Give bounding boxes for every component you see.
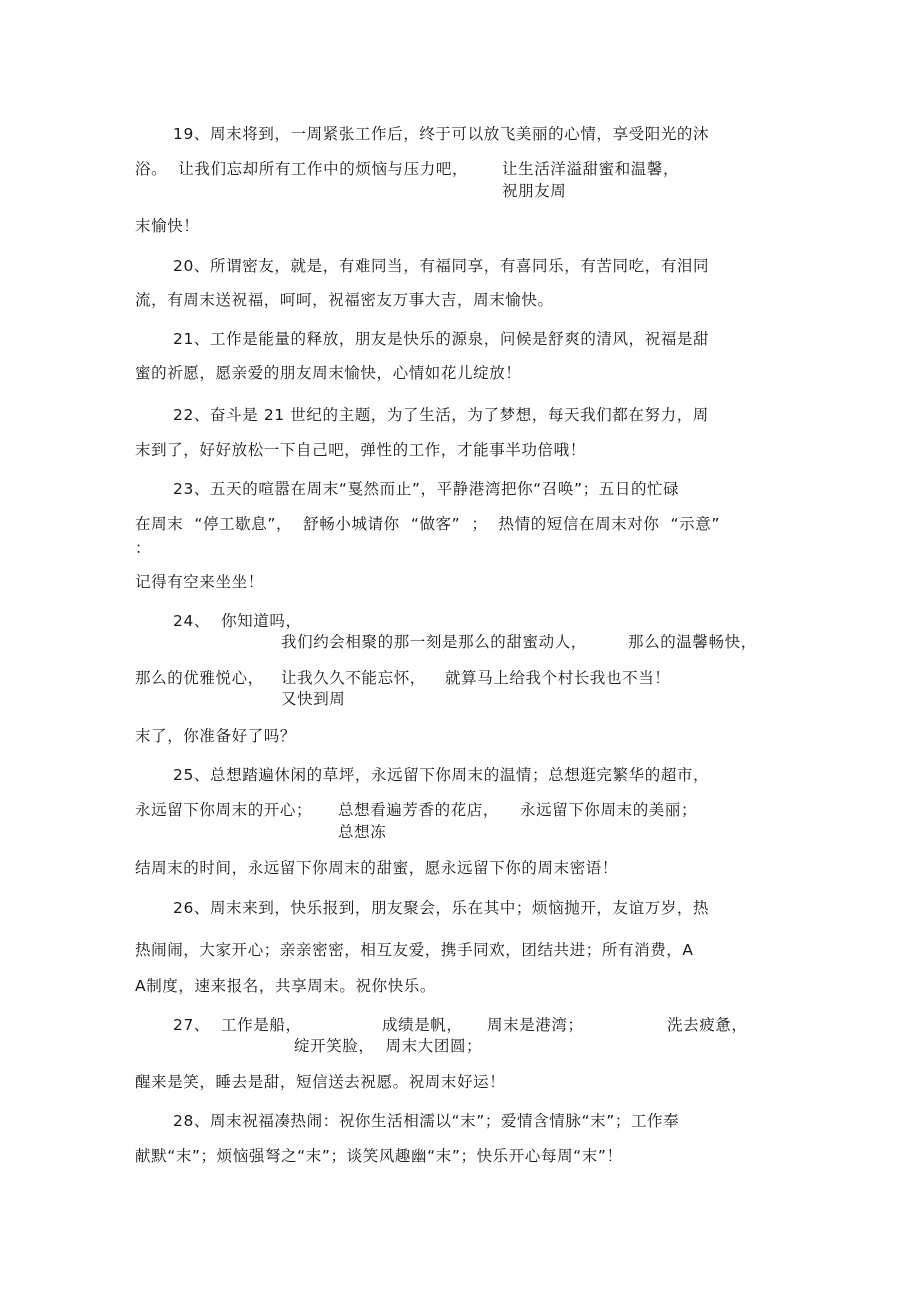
text-line: 26、周末来到，快乐报到，朋友聚会，乐在其中；烦恼抛开，友谊万岁，热 (173, 899, 710, 917)
text-line: 洗去疲惫， (667, 1016, 748, 1034)
text-line: 流，有周末送祝福，呵呵，祝福密友万事大吉，周末愉快。 (135, 291, 554, 309)
text-line: 末到了，好好放松一下自己吧，弹性的工作，才能事半功倍哦！ (135, 441, 586, 459)
text-line: 永远留下你周末的开心； (135, 801, 313, 819)
text-line: 27、 工作是船， (173, 1016, 302, 1034)
text-line: 成绩是帆， (382, 1016, 463, 1034)
text-line: 22、奋斗是 21 世纪的主题，为了生活，为了梦想，每天我们都在努力，周 (173, 406, 709, 424)
text-line: 醒来是笑，睡去是甜，短信送去祝愿。祝周末好运！ (135, 1073, 506, 1091)
text-line: 19、周末将到，一周紧张工作后，终于可以放飞美丽的心情，享受阳光的沐 (173, 125, 710, 143)
text-line: 末愉快！ (135, 217, 200, 235)
text-line: 蜜的祈愿，愿亲爱的朋友周末愉快，心情如花儿绽放！ (135, 364, 522, 382)
text-line: 21、工作是能量的释放，朋友是快乐的源泉，问候是舒爽的清风，祝福是甜 (173, 330, 710, 348)
text-line: 热闹闹，大家开心；亲亲密密，相互友爱，携手同欢，团结共进；所有消费，A (135, 941, 694, 959)
text-line: 在周末 “停工歇息”， 舒畅小城请你 “做客” ； 热情的短信在周末对你 “示意” (135, 515, 721, 533)
text-line: 总想看遍芳香的花店， (338, 801, 500, 819)
text-line: 周末是港湾； (487, 1016, 584, 1034)
text-line: 28、周末祝福凑热闹：祝你生活相濡以“末”；爱情含情脉“末”；工作奉 (173, 1112, 680, 1130)
text-line: 又快到周 (281, 690, 346, 708)
text-line: 祝朋友周 (502, 182, 567, 200)
text-line: A制度，速来报名，共享周末。祝你快乐。 (135, 977, 437, 995)
text-line: 结周末的时间，永远留下你周末的甜蜜，愿永远留下你的周末密语！ (135, 859, 619, 877)
text-line: 献默“末”；烦恼强弩之“末”；谈笑风趣幽“末”；快乐开心每周“末”！ (135, 1147, 623, 1165)
text-line: 20、所谓密友，就是，有难同当，有福同享，有喜同乐，有苦同吃，有泪同 (173, 257, 710, 275)
text-line: 24、 你知道吗， (173, 612, 302, 630)
text-line: 让我久久不能忘怀， (281, 669, 426, 687)
text-line: 让生活洋溢甜蜜和温馨， (502, 160, 680, 178)
text-line: 总想冻 (338, 823, 387, 841)
text-line: 浴。 让我们忘却所有工作中的烦恼与压力吧， (135, 160, 469, 178)
text-line: 记得有空来坐坐！ (135, 573, 264, 591)
text-line: 25、总想踏遍休闲的草坪，永远留下你周末的温情；总想逛完繁华的超市， (173, 766, 710, 784)
text-line: 末了，你准备好了吗？ (135, 727, 297, 745)
text-line: 我们约会相聚的那一刻是那么的甜蜜动人， (281, 633, 587, 651)
text-line: 那么的温馨畅快， (628, 633, 757, 651)
text-line: 绽开笑脸， 周末大团圆； (294, 1037, 483, 1055)
text-line: 23、五天的喧嚣在周末“戛然而止”，平静港湾把你“召唤”；五日的忙碌 (173, 480, 680, 498)
text-line: 那么的优雅悦心， (135, 669, 264, 687)
text-line: 永远留下你周末的美丽； (520, 801, 698, 819)
text-line: 就算马上给我个村长我也不当！ (445, 669, 671, 687)
text-line: ： (135, 539, 152, 557)
